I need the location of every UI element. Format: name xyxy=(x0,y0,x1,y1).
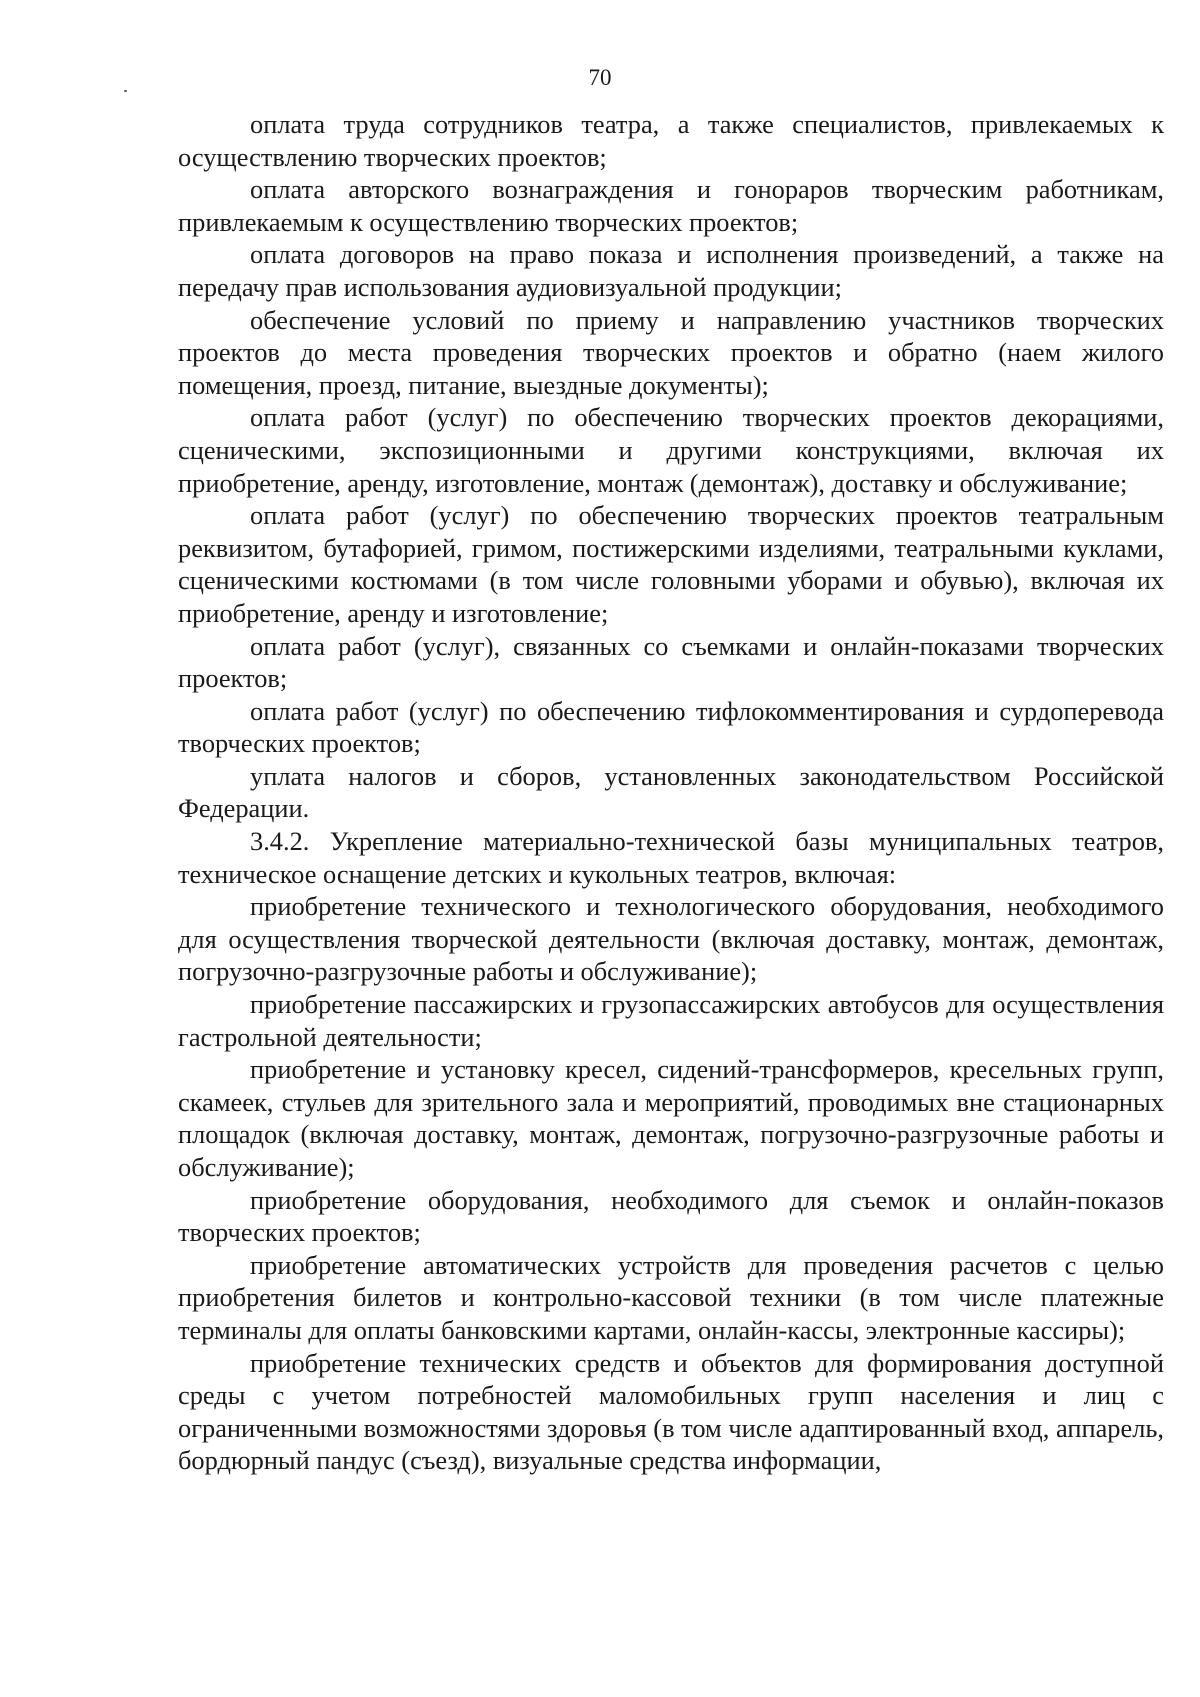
paragraph-filming: оплата работ (услуг), связанных со съемками и онлайн-показами творческих проектов; xyxy=(178,630,1164,694)
paragraph-section-3-4-2: 3.4.2. Укрепление материально-технической базы муниципальных театров, техническое оснащение детских и кукольных театров, включая: xyxy=(178,826,1164,889)
paragraph-ticketing: приобретение автоматических устройств для проведения расчетов с целью приобретения билетов и контрольно-кассовой техники (в том числе платежные терминалы для оплаты банковскими картами, онлайн-кассы, электронные кассиры); xyxy=(178,1249,1164,1345)
paragraph-audio-description: оплата работ (услуг) по обеспечению тифлокомментирования и сурдоперевода творческих проектов; xyxy=(178,695,1164,759)
paragraph-buses: приобретение пассажирских и грузопассажирских автобусов для осуществления гастрольной деятельности; xyxy=(178,989,1164,1052)
paragraph-filming-equipment: приобретение оборудования, необходимого для съемок и онлайн-показов творческих проектов; xyxy=(178,1184,1164,1248)
paragraph-props-costumes: оплата работ (услуг) по обеспечению творческих проектов театральным реквизитом, бутафорией, гримом, постижерскими изделиями, театральными куклами, сценическими костюмами (в том числе головными уборами и обувью), включая их приобретение, аренду и изготовление; xyxy=(178,500,1164,628)
page-number: 70 xyxy=(588,65,612,90)
paragraph-equipment: приобретение технического и технологического оборудования, необходимого для осуществления творческой деятельности (включая доставку, монтаж, демонтаж, погрузочно-разгрузочные работы и обслуживание); xyxy=(178,891,1164,987)
paragraph-rights-contracts: оплата договоров на право показа и исполнения произведений, а также на передачу прав использования аудиовизуальной продукции; xyxy=(178,239,1164,302)
paragraph-staff-pay: оплата труда сотрудников театра, а также специалистов, привлекаемых к осуществлению творческих проектов; xyxy=(178,109,1164,172)
paragraph-seating: приобретение и установку кресел, сидений-трансформеров, кресельных групп, скамеек, стульев для зрительного зала и мероприятий, проводимых вне стационарных площадок (включая доставку, монтаж, демонтаж, погрузочно-разгрузочные работы и обслуживание); xyxy=(178,1054,1164,1182)
paragraph-taxes: уплата налогов и сборов, установленных законодательством Российской Федерации. xyxy=(178,760,1164,824)
paragraph-participant-travel: обеспечение условий по приему и направлению участников творческих проектов до места проведения творческих проектов и обратно (наем жилого помещения, проезд, питание, выездные документы); xyxy=(178,304,1164,400)
body-text xyxy=(178,108,1164,1477)
paragraph-scenery: оплата работ (услуг) по обеспечению творческих проектов декорациями, сценическими, экспозиционными и другими конструкциями, включая их приобретение, аренду, изготовление, монтаж (демонтаж), доставку и обслуживание; xyxy=(178,402,1164,498)
paragraph-author-fees: оплата авторского вознаграждения и гонораров творческим работникам, привлекаемым к осуществлению творческих проектов; xyxy=(178,174,1164,237)
paragraph-accessibility: приобретение технических средств и объектов для формирования доступной среды с учетом потребностей маломобильных групп населения и лиц с ограниченными возможностями здоровья (в том числе адаптированный вход, аппарель, бордюрный пандус (съезд), визуальные средства информации, xyxy=(178,1347,1164,1476)
